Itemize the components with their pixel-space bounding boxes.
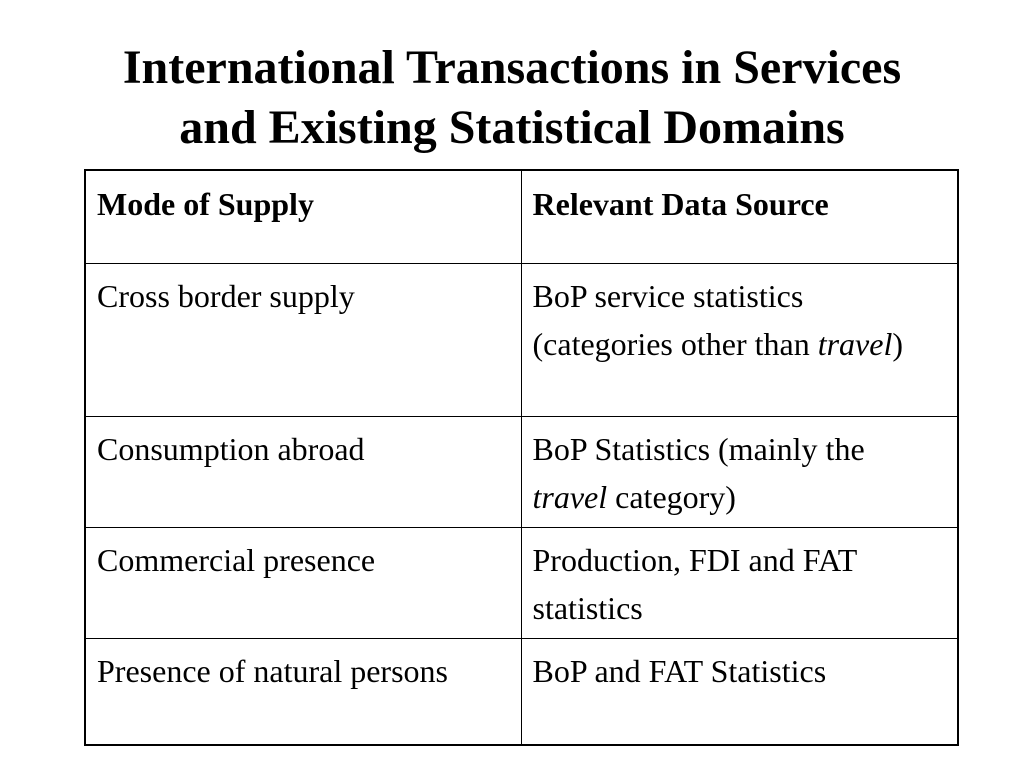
source-cell (521, 416, 958, 527)
mode-cell: Presence of natural persons (85, 638, 521, 745)
source-text-end: category) (607, 478, 736, 515)
slide-title-line-2: and Existing Statistical Domains (179, 101, 845, 154)
mode-cell: Consumption abroad (85, 416, 521, 527)
table-row (85, 527, 958, 638)
table-row (85, 416, 958, 527)
source-cell (521, 638, 958, 745)
source-italic-text: travel (817, 325, 893, 362)
source-text: BoP and FAT Statistics (532, 652, 827, 689)
table-header-row (85, 170, 958, 263)
mode-cell: Cross border supply (85, 263, 521, 416)
header-relevant-data-source: Relevant Data Source (521, 170, 958, 263)
slide-title (0, 38, 1024, 158)
source-text: BoP service statistics (categories other than (532, 277, 818, 362)
table-row (85, 638, 958, 745)
mode-cell: Commercial presence (85, 527, 521, 638)
slide-title-line-1: International Transactions in Services (122, 41, 902, 94)
source-cell (521, 527, 958, 638)
source-text-end: ) (892, 325, 903, 362)
header-mode-of-supply: Mode of Supply (85, 170, 521, 263)
source-text: BoP Statistics (mainly the (532, 430, 865, 467)
source-cell (521, 263, 958, 416)
source-italic-text: travel (532, 478, 608, 515)
supply-modes-table (84, 169, 959, 746)
table-row (85, 263, 958, 416)
source-text: Production, FDI and FAT statistics (532, 541, 857, 626)
